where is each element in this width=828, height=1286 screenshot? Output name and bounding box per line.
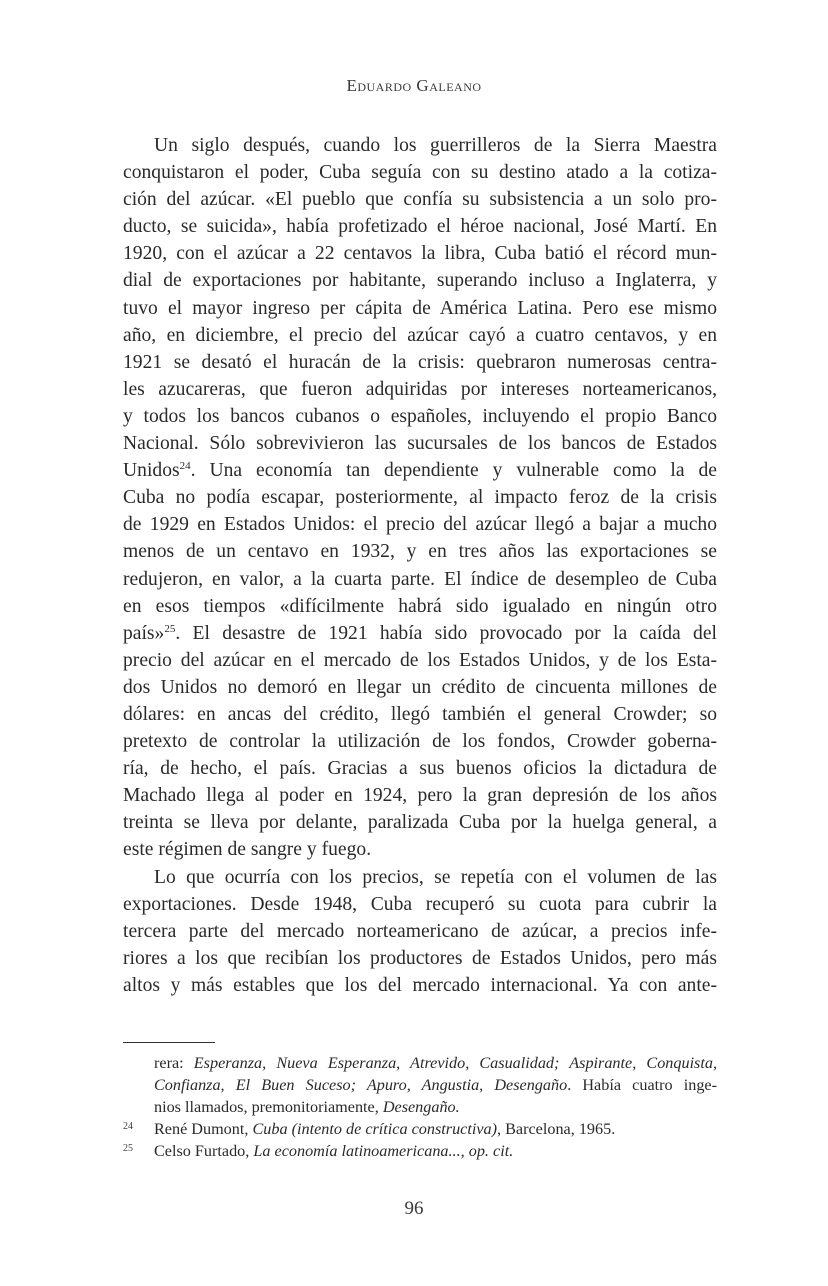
text-line: Nacional. Sólo sobrevivieron las sucursales de los bancos de Estados <box>123 433 717 455</box>
footnote-separator <box>123 1042 215 1043</box>
text-line: tuvo el mayor ingreso per cápita de América Latina. Pero ese mismo <box>123 297 717 319</box>
footnote-number: 25 <box>123 1143 133 1154</box>
italic-fragment: Desengaño. <box>382 1098 460 1116</box>
text-line: y todos los bancos cubanos o españoles, incluyendo el propio Banco <box>123 405 717 427</box>
text-line: menos de un centavo en 1932, y en tres años las exportaciones se <box>123 541 717 563</box>
text-line: exportaciones. Desde 1948, Cuba recuperó su cuota para cubrir la <box>123 893 717 915</box>
text-fragment: nios llamados, premonitoriamente, <box>154 1098 383 1116</box>
text-line: de 1929 en Estados Unidos: el precio del azúcar llegó a bajar a mucho <box>123 514 717 536</box>
text-line: 1921 se desató el huracán de la crisis: quebraron numerosas centra- <box>123 351 717 373</box>
text-line: precio del azúcar en el mercado de los Estados Unidos, y de los Esta- <box>123 649 717 671</box>
text-line: ción del azúcar. «El pueblo que confía su subsistencia a un solo pro- <box>123 189 717 211</box>
text-line: Machado llega al poder en 1924, pero la gran depresión de los años <box>123 785 717 807</box>
page-number: 96 <box>404 1198 424 1219</box>
text-line: dos Unidos no demoró en llegar un crédito de cincuenta millones de <box>123 676 717 698</box>
text-line: 1920, con el azúcar a 22 centavos la libra, Cuba batió el récord mun- <box>123 243 717 265</box>
text-line: este régimen de sangre y fuego. <box>123 839 372 861</box>
text-fragment: país» <box>123 622 165 644</box>
text-line: treinta se lleva por delante, paralizada Cuba por la huelga general, a <box>123 812 717 834</box>
text-line: conquistaron el poder, Cuba seguía con su destino atado a la cotiza- <box>123 162 717 184</box>
footnote-rest: , Barcelona, 1965. <box>497 1120 616 1138</box>
text-fragment: . Había cuatro inge- <box>567 1076 718 1094</box>
footnote-25 <box>123 1140 717 1162</box>
footnote-author: Celso Furtado, <box>154 1142 254 1160</box>
footnote-number: 24 <box>123 1121 133 1132</box>
footnote-24 <box>123 1118 717 1140</box>
text-line: Cuba no podía escapar, posteriormente, al impacto feroz de la crisis <box>123 487 717 509</box>
footnote-ref-25[interactable]: 25 <box>164 622 176 635</box>
text-line <box>123 457 717 484</box>
italic-fragment: Esperanza, Nueva Esperanza, Atrevido, Casualidad; Aspirante, Conquista, <box>193 1054 717 1072</box>
footnote-title: Cuba (intento de crítica constructiva) <box>252 1120 498 1138</box>
text-fragment: Unidos <box>123 460 180 482</box>
text-fragment: . Una economía tan dependiente y vulnerable como la de <box>190 460 717 482</box>
footnote-author: René Dumont, <box>154 1120 253 1138</box>
text-line <box>123 620 717 647</box>
footnote-continuation-line <box>123 1074 717 1096</box>
text-line: redujeron, en valor, a la cuarta parte. El índice de desempleo de Cuba <box>123 568 717 590</box>
text-line: ría, de hecho, el país. Gracias a sus buenos oficios la dictadura de <box>123 758 717 780</box>
text-line: Lo que ocurría con los precios, se repetía con el volumen de las <box>154 866 717 888</box>
footnote-continuation-line <box>123 1052 717 1074</box>
text-line: altos y más estables que los del mercado internacional. Ya con ante- <box>123 974 717 996</box>
footnote-ref-24[interactable]: 24 <box>179 460 191 473</box>
footnote-title: La economía latinoamericana..., op. cit. <box>253 1142 514 1160</box>
text-line: en esos tiempos «difícilmente habrá sido igualado en ningún otro <box>123 595 717 617</box>
text-line: dólares: en ancas del crédito, llegó también el general Crowder; so <box>123 703 717 725</box>
footnotes <box>123 1052 717 1162</box>
text-fragment: . El desastre de 1921 había sido provocado por la caída del <box>175 622 717 644</box>
text-line: pretexto de controlar la utilización de los fondos, Crowder goberna- <box>123 731 717 753</box>
text-line: ducto, se suicida», había profetizado el héroe nacional, José Martí. En <box>123 216 717 238</box>
body-text <box>123 132 717 999</box>
running-head: Eduardo Galeano <box>346 76 482 95</box>
footnote-continuation-line <box>123 1096 717 1118</box>
text-line: Un siglo después, cuando los guerrilleros de la Sierra Maestra <box>154 135 717 156</box>
text-line: dial de exportaciones por habitante, superando incluso a Inglaterra, y <box>123 270 717 292</box>
italic-fragment: Confianza, El Buen Suceso; Apuro, Angustia, Desengaño <box>154 1076 568 1094</box>
text-line: riores a los que recibían los productores de Estados Unidos, pero más <box>123 947 717 969</box>
text-fragment: rera: <box>154 1054 194 1072</box>
text-line: tercera parte del mercado norteamericano de azúcar, a precios infe- <box>123 920 717 942</box>
text-line: les azucareras, que fueron adquiridas por intereses norteamericanos, <box>123 378 717 400</box>
text-line: año, en diciembre, el precio del azúcar cayó a cuatro centavos, y en <box>123 324 717 346</box>
